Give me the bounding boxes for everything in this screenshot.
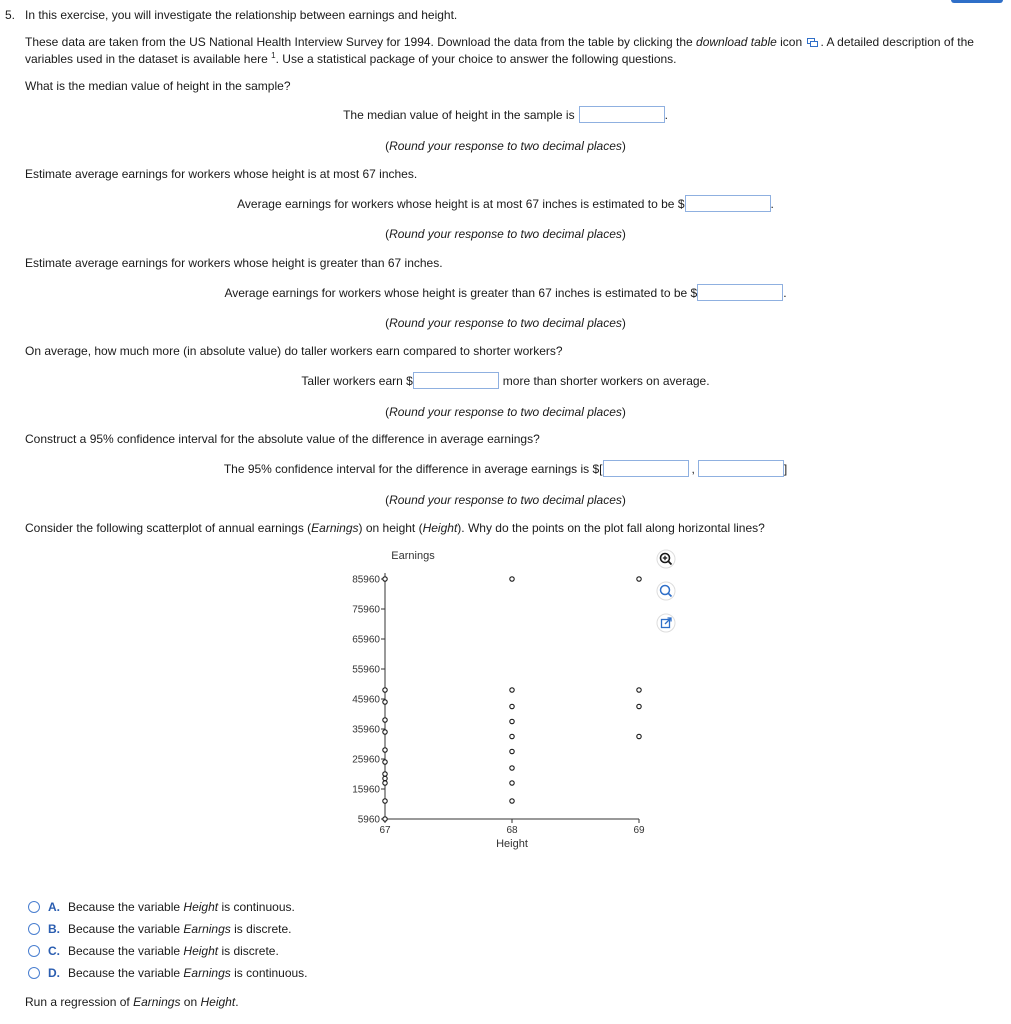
y-tick-label: 55960 bbox=[352, 664, 380, 676]
option-d[interactable]: D. Because the variable Earnings is continuous. bbox=[28, 966, 308, 980]
footnote-link[interactable]: 1 bbox=[271, 51, 276, 60]
avg-high-question: Estimate average earnings for workers whose height is greater than 67 inches. bbox=[25, 256, 443, 270]
avg-high-input[interactable] bbox=[697, 284, 783, 301]
median-question: What is the median value of height in the sample? bbox=[25, 79, 291, 93]
y-tick-label: 15960 bbox=[352, 784, 380, 796]
scatter-point bbox=[510, 704, 514, 708]
scatter-point bbox=[383, 700, 387, 704]
x-tick-label: 69 bbox=[633, 825, 645, 836]
top-accent-bar bbox=[951, 0, 1003, 3]
round-hint-2: ( Round your response to two decimal places ) bbox=[385, 227, 626, 241]
scatter-point bbox=[383, 718, 387, 722]
round-hint-5: ( Round your response to two decimal places ) bbox=[385, 493, 626, 507]
radio-d[interactable] bbox=[28, 967, 40, 979]
scatter-point bbox=[510, 719, 514, 723]
diff-question: On average, how much more (in absolute value) do taller workers earn compared to shorter workers? bbox=[25, 344, 563, 358]
y-tick-label: 45960 bbox=[352, 694, 380, 706]
x-tick-label: 67 bbox=[379, 825, 391, 836]
ci-answer-row: The 95% confidence interval for the difference in average earnings is $[ , ] bbox=[223, 461, 788, 476]
scatter-point bbox=[383, 817, 387, 821]
scatter-question: Consider the following scatterplot of annual earnings (Earnings) on height (Height). Why do the points on the plot fall along horizontal lines? bbox=[25, 521, 765, 535]
median-input[interactable] bbox=[579, 106, 665, 123]
y-tick-label: 65960 bbox=[352, 634, 380, 646]
avg-low-input[interactable] bbox=[685, 195, 771, 212]
scatter-point bbox=[383, 799, 387, 803]
diff-answer-row: Taller workers earn $ more than shorter workers on average. bbox=[301, 373, 710, 388]
y-tick-label: 25960 bbox=[352, 754, 380, 766]
scatter-point bbox=[383, 772, 387, 776]
scatter-point bbox=[510, 799, 514, 803]
round-hint-1: ( Round your response to two decimal places ) bbox=[385, 139, 626, 153]
radio-b[interactable] bbox=[28, 923, 40, 935]
intro-line-1: These data are taken from the US National Health Interview Survey for 1994. Download the data from the table by clicking the download table icon . A detailed description of the bbox=[25, 35, 974, 49]
question-number: 5. bbox=[5, 8, 16, 22]
avg-low-question: Estimate average earnings for workers whose height is at most 67 inches. bbox=[25, 167, 418, 181]
x-axis-label: Height bbox=[496, 838, 528, 850]
zoom-in-icon[interactable] bbox=[656, 549, 676, 569]
median-answer-row: The median value of height in the sample is . bbox=[343, 107, 668, 122]
radio-c[interactable] bbox=[28, 945, 40, 957]
y-axis-label: Earnings bbox=[391, 550, 435, 562]
ci-question: Construct a 95% confidence interval for the absolute value of the difference in average earnings? bbox=[25, 432, 540, 446]
option-c[interactable]: C. Because the variable Height is discrete. bbox=[28, 944, 279, 958]
download-table-text: download table bbox=[696, 35, 777, 49]
y-tick-label: 5960 bbox=[357, 814, 380, 826]
question-title: In this exercise, you will investigate the relationship between earnings and height. bbox=[25, 8, 458, 22]
diff-input[interactable] bbox=[413, 372, 499, 389]
option-b[interactable]: B. Because the variable Earnings is discrete. bbox=[28, 922, 292, 936]
round-hint-4: ( Round your response to two decimal places ) bbox=[385, 405, 626, 419]
scatter-point bbox=[383, 760, 387, 764]
download-table-icon[interactable] bbox=[807, 38, 818, 47]
y-tick-label: 35960 bbox=[352, 724, 380, 736]
scatter-point bbox=[383, 688, 387, 692]
scatter-point bbox=[637, 688, 641, 692]
scatter-point bbox=[383, 730, 387, 734]
y-tick-label: 75960 bbox=[352, 604, 380, 616]
zoom-out-icon[interactable] bbox=[656, 581, 676, 601]
scatterplot bbox=[340, 545, 660, 855]
regression-prompt: Run a regression of Earnings on Height. bbox=[25, 995, 239, 1009]
y-tick-label: 85960 bbox=[352, 574, 380, 586]
scatter-point bbox=[510, 781, 514, 785]
avg-high-answer-row: Average earnings for workers whose height is greater than 67 inches is estimated to be $ . bbox=[224, 285, 787, 300]
popout-icon[interactable] bbox=[656, 613, 676, 633]
scatter-point bbox=[510, 749, 514, 753]
scatter-point bbox=[383, 748, 387, 752]
scatter-point bbox=[383, 776, 387, 780]
scatter-point bbox=[383, 577, 387, 581]
ci-upper-input[interactable] bbox=[698, 460, 784, 477]
scatter-point bbox=[510, 734, 514, 738]
scatter-point bbox=[510, 577, 514, 581]
scatter-point bbox=[637, 577, 641, 581]
option-a[interactable]: A. Because the variable Height is continuous. bbox=[28, 900, 295, 914]
round-hint-3: ( Round your response to two decimal places ) bbox=[385, 316, 626, 330]
intro-line-2: variables used in the dataset is available here $^1$. Use a statistical package of your choice to answer the following questions. bbox=[25, 51, 677, 66]
x-tick-label: 68 bbox=[506, 825, 518, 836]
scatter-point bbox=[383, 781, 387, 785]
ci-lower-input[interactable] bbox=[603, 460, 689, 477]
scatter-point bbox=[637, 734, 641, 738]
scatter-point bbox=[637, 704, 641, 708]
avg-low-answer-row: Average earnings for workers whose height is at most 67 inches is estimated to be $ . bbox=[237, 196, 774, 211]
scatter-point bbox=[510, 766, 514, 770]
radio-a[interactable] bbox=[28, 901, 40, 913]
scatter-point bbox=[510, 688, 514, 692]
